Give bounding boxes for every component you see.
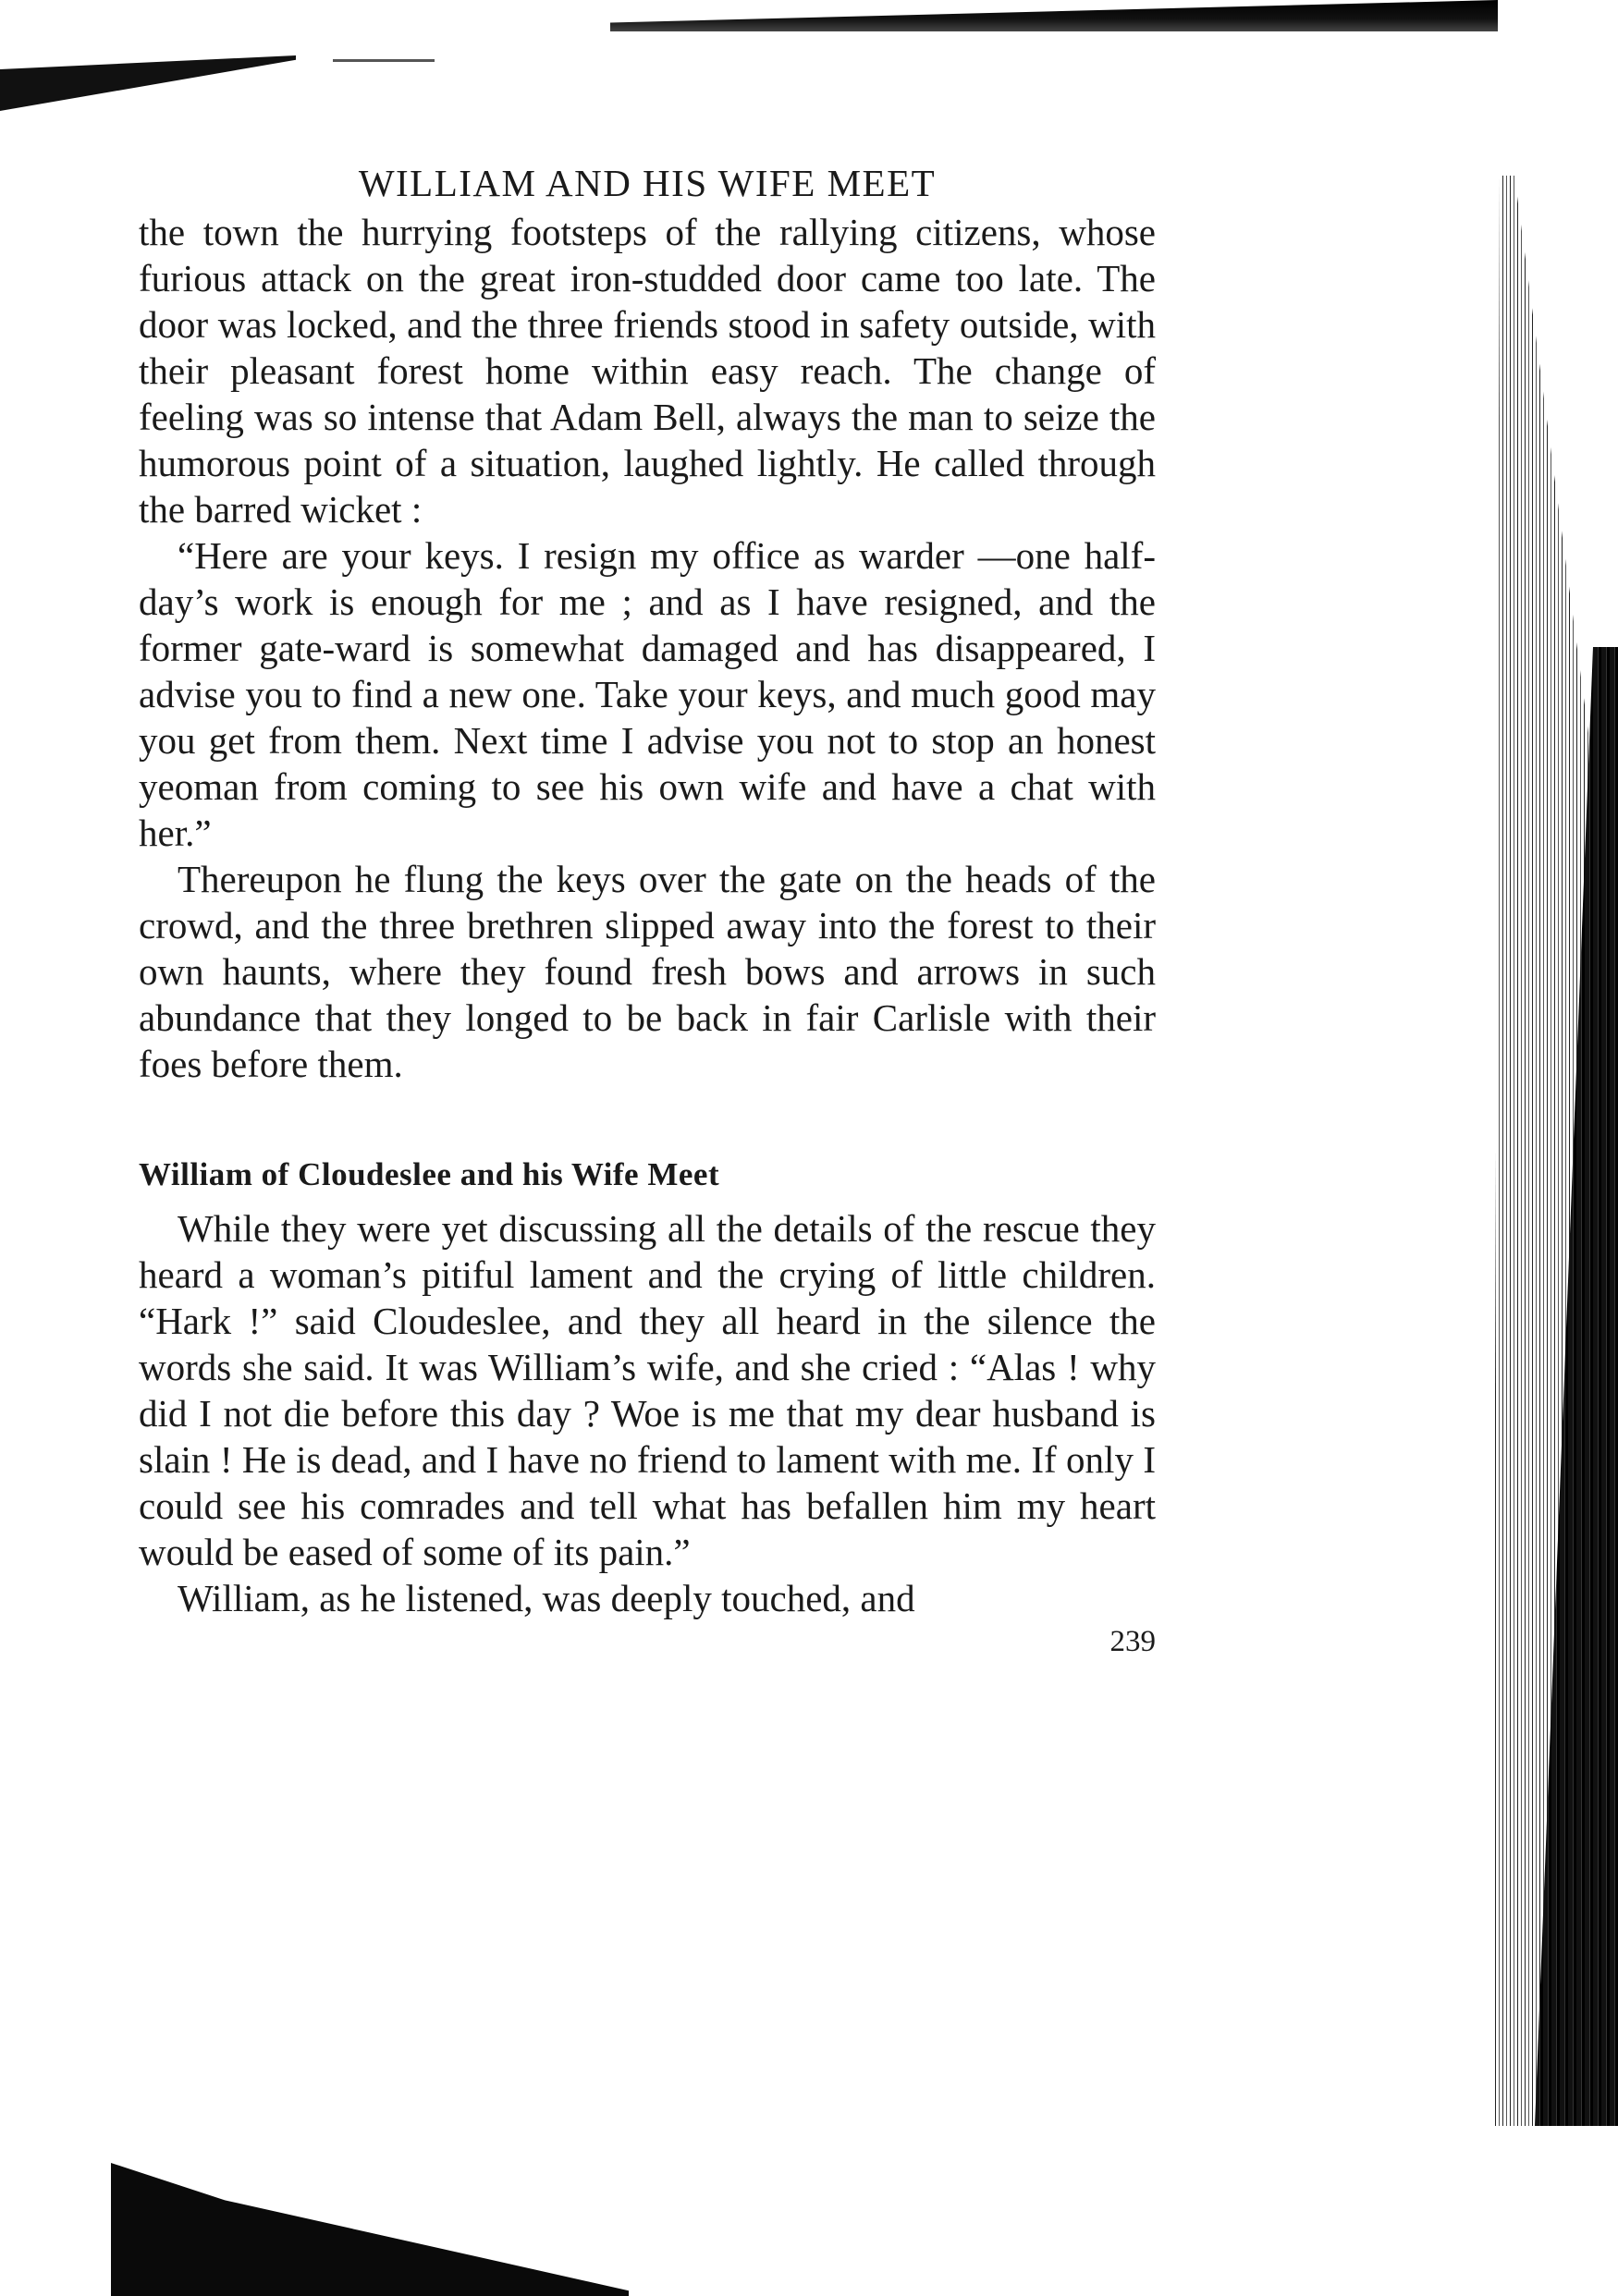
paragraph: the town the hurrying footsteps of the rallying citizens, whose furious attack on the great iron-studded door came too late. The door was locked, and the three friends stood in safety outside, with their pleasant forest home within easy reach. The change of feeling was so intense that Adam Bell, always the man to seize the humorous point of a situation, laughed lightly. He called through the barred wicket : [139,211,1156,531]
scan-streak-top-left [0,55,296,111]
section-heading: William of Cloudeslee and his Wife Meet [139,1156,720,1192]
book-page [139,157,1156,1660]
scan-streak-top-mid [333,59,435,62]
body-text-bottom [139,1205,1156,1621]
body-text-top [139,209,1156,1087]
running-head: WILLIAM AND HIS WIFE MEET [358,162,937,204]
page-number: 239 [1109,1625,1156,1658]
paragraph: William, as he listened, was deeply touched, and [178,1577,915,1619]
paragraph: Thereupon he flung the keys over the gate on the heads of the crowd, and the three brethren slipped away into the forest to their own haunts, where they found fresh bows and arrows in such abundance that they longed to be back in fair Carlisle with their foes before them. [139,858,1156,1085]
paragraph: While they were yet discussing all the details of the rescue they heard a woman’s pitiful lament and the crying of little children. “Hark !” said Cloudeslee, and they all heard in the silence the words she said. It was William’s wife, and she cried : “Alas ! why did I not die before this day ? Woe is me that my dear husband is slain ! He is dead, and I have no friend to lament with me. If only I could see his comrades and tell what has befallen him my heart would be eased of some of its pain.” [139,1207,1156,1573]
scan-shadow-top [610,0,1498,31]
scan-streak-bottom [111,2163,629,2296]
paragraph: “Here are your keys. I resign my office as warder —one half-day’s work is enough for me ; and as I have resigned, and the former gate-ward is somewhat damaged and has disappeared, I advise you to find a new one. Take your keys, and much good may you get from them. Next time I advise you not to stop an honest yeoman from coming to see his own wife and have a chat with her.” [139,534,1156,854]
